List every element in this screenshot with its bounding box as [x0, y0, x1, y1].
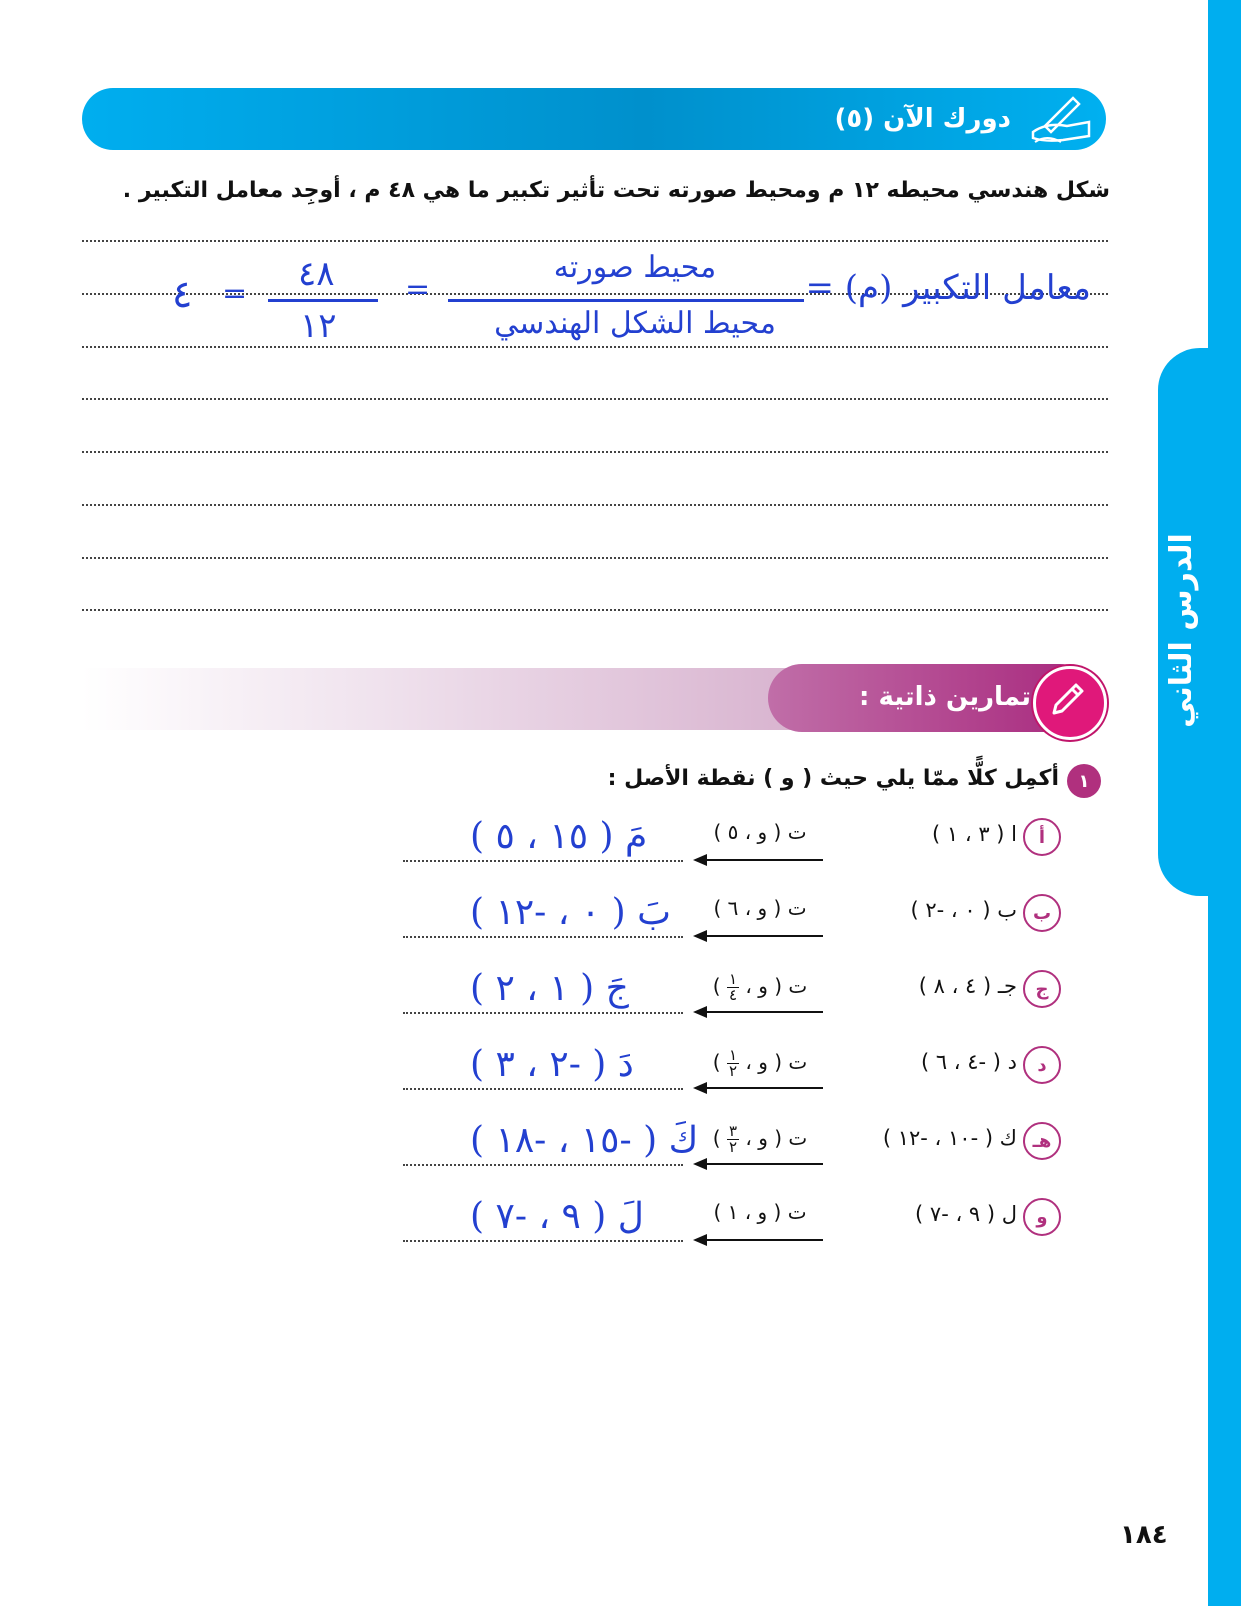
original-point: د ( -٤ ، ٦ )	[920, 1050, 1017, 1074]
transformation-label: ت ( و ، $\frac{١}{٢}$ )	[712, 1046, 808, 1080]
handwritten-equals-2: =	[222, 276, 248, 311]
chapter-label: الدرس الثاني	[1163, 532, 1199, 728]
handwritten-answer: لَ ( ٩ ، -٧ )	[470, 1196, 644, 1237]
page-number: ١٨٤	[1120, 1520, 1168, 1550]
item-badge: ب	[1023, 894, 1061, 932]
answer-dots	[403, 1088, 683, 1090]
answer-dots	[403, 1164, 683, 1166]
original-point: ك ( -١٠ ، -١٢ )	[882, 1126, 1017, 1150]
item-badge: هـ	[1023, 1122, 1061, 1160]
answer-dots	[403, 936, 683, 938]
item-badge: ج	[1023, 970, 1061, 1008]
handwritten-answer: جَ ( ١ ، ٢ )	[470, 968, 629, 1009]
problem-statement: شكل هندسي محيطه ١٢ م ومحيط صورته تحت تأثير تكبير ما هي ٤٨ م ، أوجِد معامل التكبير .	[122, 178, 1110, 203]
handwritten-num2: ٤٨	[298, 254, 335, 294]
answer-line	[82, 398, 1108, 400]
question-number: ١	[1067, 764, 1101, 798]
handwritten-result: ٤	[172, 272, 193, 316]
pencil-icon	[1033, 666, 1107, 740]
arrow-left-icon	[693, 1080, 823, 1096]
original-point: ب ( ٠ ، -٢ )	[910, 898, 1017, 922]
handwritten-answer: بَ ( ٠ ، -١٢ )	[470, 892, 672, 933]
answer-line	[82, 557, 1108, 559]
arrow-left-icon	[693, 1004, 823, 1020]
original-point: ل ( ٩ ، -٧ )	[915, 1202, 1017, 1226]
transformation-label: ت ( و ، ٥ )	[713, 820, 807, 844]
handwritten-answer: دَ ( -٢ ، ٣ )	[470, 1044, 634, 1085]
item-badge: د	[1023, 1046, 1061, 1084]
transformation-label: ت ( و ، $\frac{١}{٤}$ )	[712, 970, 808, 1004]
handwritten-numerator: محيط صورته	[553, 250, 717, 285]
answer-line	[82, 451, 1108, 453]
answer-dots	[403, 1240, 683, 1242]
original-point: جـ ( ٤ ، ٨ )	[918, 974, 1017, 998]
exercise-row	[0, 964, 1241, 1034]
answer-dots	[403, 860, 683, 862]
exercise-row	[0, 1116, 1241, 1186]
transformation-label: ت ( و ، $\frac{٣}{٢}$ )	[712, 1122, 808, 1156]
answer-line	[82, 504, 1108, 506]
exercise-row	[0, 1192, 1241, 1262]
exercise-row	[0, 1040, 1241, 1110]
transformation-label: ت ( و ، ١ )	[713, 1200, 807, 1224]
item-badge: أ	[1023, 818, 1061, 856]
answer-line	[82, 346, 1108, 348]
original-point: ا ( ٣ ، ١ )	[932, 822, 1017, 846]
transformation-label: ت ( و ، ٦ )	[713, 896, 807, 920]
handwritten-den2: ١٢	[300, 306, 337, 346]
answer-line	[82, 240, 1108, 242]
exercise-row	[0, 888, 1241, 958]
fraction: $\frac{١}{٢}$	[728, 1046, 738, 1080]
handwritten-denominator: محيط الشكل الهندسي	[494, 306, 776, 341]
arrow-left-icon	[693, 852, 823, 868]
question-text: أكمِل كلًّا ممّا يلي حيث ( و ) نقطة الأصل :	[607, 766, 1059, 791]
fraction: $\frac{٣}{٢}$	[728, 1122, 738, 1156]
arrow-left-icon	[693, 928, 823, 944]
item-badge: و	[1023, 1198, 1061, 1236]
your-turn-title: دورك الآن (٥)	[834, 104, 1011, 134]
exercises-title: تمارين ذاتية :	[859, 682, 1031, 712]
handwritten-equals: =	[405, 272, 431, 307]
handwritten-answer: مَ ( ١٥ ، ٥ )	[470, 816, 648, 857]
answer-line	[82, 609, 1108, 611]
handwritten-answer: كَ ( -١٥ ، -١٨ )	[470, 1120, 699, 1161]
handwritten-lhs: معامل التكبير (م) =	[805, 268, 1091, 308]
arrow-left-icon	[693, 1232, 823, 1248]
answer-dots	[403, 1012, 683, 1014]
fraction-bar-2	[268, 299, 378, 302]
arrow-left-icon	[693, 1156, 823, 1172]
edge-bar	[1208, 0, 1241, 1606]
exercises-fade	[82, 668, 802, 730]
fraction: $\frac{١}{٤}$	[728, 970, 738, 1004]
exercise-row	[0, 812, 1241, 882]
fraction-bar	[448, 299, 804, 302]
writing-hand-icon	[1027, 92, 1093, 146]
